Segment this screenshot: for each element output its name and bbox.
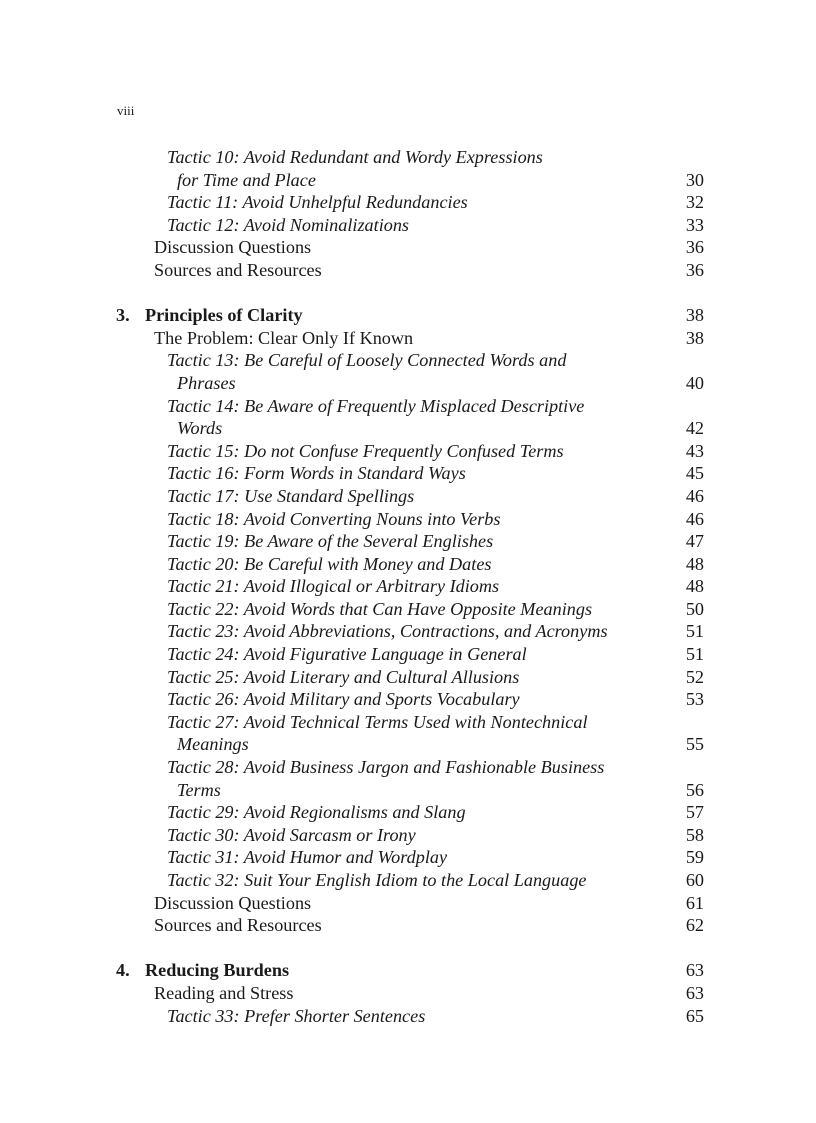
toc-tactic-entry [0, 598, 816, 621]
toc-entry-title: Tactic 13: Be Careful of Loosely Connected Words and [167, 350, 567, 371]
toc-entry-title: Words [177, 418, 223, 439]
toc-page-number: 65 [685, 1005, 704, 1026]
toc-tactic-entry [0, 575, 816, 598]
toc-entry-title: Tactic 16: Form Words in Standard Ways [167, 463, 466, 484]
toc-entry-title: Sources and Resources [154, 915, 322, 936]
toc-page-number: 42 [685, 418, 704, 439]
table-of-contents [0, 146, 816, 1027]
toc-page-number: 58 [685, 824, 704, 845]
toc-section-entry [0, 914, 816, 937]
toc-entry-title: Tactic 27: Avoid Technical Terms Used with Nontechnical [167, 711, 588, 732]
toc-entry-continuation [0, 733, 816, 756]
toc-entry-title: Meanings [177, 734, 249, 755]
toc-tactic-entry [0, 1005, 816, 1028]
toc-tactic-entry [0, 214, 816, 237]
toc-page-number: 30 [685, 169, 704, 190]
toc-entry-title: Reading and Stress [154, 982, 294, 1003]
toc-entry-title [116, 959, 289, 982]
toc-tactic-entry [0, 711, 816, 734]
toc-page-number: 61 [685, 892, 704, 913]
toc-page-number: 53 [685, 689, 704, 710]
toc-entry-title: Tactic 33: Prefer Shorter Sentences [167, 1005, 426, 1026]
toc-page-number: 32 [685, 192, 704, 213]
toc-entry-title: Tactic 29: Avoid Regionalisms and Slang [167, 802, 466, 823]
toc-tactic-entry [0, 191, 816, 214]
toc-entry-title: The Problem: Clear Only If Known [154, 327, 414, 348]
toc-page-number: 45 [685, 463, 704, 484]
toc-entry-title: Tactic 32: Suit Your English Idiom to the Local Language [167, 870, 587, 890]
chapter-number: 3. [116, 305, 130, 326]
toc-page-number: 43 [685, 440, 704, 461]
toc-entry-continuation [0, 417, 816, 440]
toc-entry-title: Tactic 26: Avoid Military and Sports Vocabulary [167, 689, 520, 710]
toc-tactic-entry [0, 462, 816, 485]
toc-entry-continuation [0, 779, 816, 802]
toc-page-number: 62 [685, 915, 704, 936]
toc-page-number: 50 [685, 598, 704, 619]
chapter-title: Reducing Burdens [145, 960, 290, 981]
toc-tactic-entry [0, 824, 816, 847]
toc-page-number: 51 [685, 621, 704, 642]
toc-tactic-entry [0, 440, 816, 463]
toc-page-number: 40 [685, 372, 704, 393]
toc-entry-title: Tactic 10: Avoid Redundant and Wordy Expressions [167, 147, 543, 167]
toc-entry-title [116, 304, 303, 327]
toc-tactic-entry [0, 508, 816, 531]
toc-tactic-entry [0, 553, 816, 576]
toc-tactic-entry [0, 688, 816, 711]
toc-entry-title: Tactic 19: Be Aware of the Several Englishes [167, 531, 494, 552]
toc-entry-title: Tactic 17: Use Standard Spellings [167, 485, 415, 506]
toc-section-entry [0, 236, 816, 259]
toc-page-number: 51 [685, 644, 704, 665]
page-folio: viii [117, 103, 135, 118]
toc-chapter-entry [0, 959, 816, 982]
toc-spacer [0, 937, 816, 960]
toc-entry-title: Terms [177, 779, 221, 800]
toc-spacer [0, 282, 816, 305]
toc-entry-title: Tactic 23: Avoid Abbreviations, Contractions, and Acronyms [167, 621, 608, 642]
toc-section-entry [0, 892, 816, 915]
toc-tactic-entry [0, 349, 816, 372]
toc-entry-title: Discussion Questions [154, 892, 312, 913]
toc-tactic-entry [0, 485, 816, 508]
toc-entry-title: Tactic 14: Be Aware of Frequently Misplaced Descriptive [167, 395, 585, 416]
toc-chapter-entry [0, 304, 816, 327]
toc-entry-title: Phrases [177, 372, 236, 393]
toc-page-number: 48 [685, 576, 704, 597]
toc-entry-title: Tactic 18: Avoid Converting Nouns into Verbs [167, 508, 501, 529]
toc-entry-title: for Time and Place [177, 169, 316, 190]
toc-entry-continuation [0, 169, 816, 192]
toc-entry-title: Tactic 15: Do not Confuse Frequently Confused Terms [167, 440, 564, 461]
toc-page-number: 55 [685, 734, 704, 755]
toc-entry-title: Tactic 22: Avoid Words that Can Have Opposite Meanings [167, 598, 593, 619]
toc-tactic-entry [0, 620, 816, 643]
toc-entry-title: Tactic 20: Be Careful with Money and Dates [167, 553, 492, 574]
toc-entry-title: Tactic 30: Avoid Sarcasm or Irony [167, 824, 416, 845]
chapter-number: 4. [116, 960, 130, 981]
toc-tactic-entry [0, 395, 816, 418]
toc-page-number: 46 [685, 485, 704, 506]
toc-entry-title: Tactic 31: Avoid Humor and Wordplay [167, 847, 448, 868]
toc-page-number: 47 [685, 531, 704, 552]
toc-page-number: 63 [685, 960, 704, 981]
toc-entry-title: Tactic 28: Avoid Business Jargon and Fashionable Business [167, 757, 605, 778]
toc-page-number: 46 [685, 508, 704, 529]
toc-section-entry [0, 327, 816, 350]
toc-tactic-entry [0, 643, 816, 666]
toc-tactic-entry [0, 666, 816, 689]
toc-tactic-entry [0, 756, 816, 779]
toc-tactic-entry [0, 146, 816, 169]
toc-tactic-entry [0, 846, 816, 869]
toc-page-number: 56 [685, 779, 704, 800]
toc-tactic-entry [0, 869, 816, 892]
toc-page-number: 38 [685, 305, 704, 326]
toc-page-number: 63 [685, 982, 704, 1003]
toc-page-number: 60 [685, 870, 704, 890]
toc-entry-title: Tactic 21: Avoid Illogical or Arbitrary Idioms [167, 576, 500, 597]
toc-section-entry [0, 982, 816, 1005]
toc-tactic-entry [0, 801, 816, 824]
toc-page-number: 57 [685, 802, 704, 823]
toc-tactic-entry [0, 530, 816, 553]
toc-entry-title: Discussion Questions [154, 237, 312, 258]
toc-entry-title: Sources and Resources [154, 259, 322, 280]
toc-entry-title: Tactic 12: Avoid Nominalizations [167, 214, 410, 235]
toc-section-entry [0, 259, 816, 282]
chapter-title: Principles of Clarity [145, 305, 303, 326]
toc-page-number: 36 [685, 259, 704, 280]
toc-page-number: 59 [685, 847, 704, 868]
toc-page-number: 38 [685, 327, 704, 348]
toc-page-number: 52 [685, 666, 704, 687]
toc-entry-continuation [0, 372, 816, 395]
toc-entry-title: Tactic 11: Avoid Unhelpful Redundancies [167, 192, 468, 213]
toc-page-number: 36 [685, 237, 704, 258]
toc-page-number: 48 [685, 553, 704, 574]
toc-page-number: 33 [685, 214, 704, 235]
toc-entry-title: Tactic 24: Avoid Figurative Language in General [167, 644, 527, 665]
toc-entry-title: Tactic 25: Avoid Literary and Cultural Allusions [167, 666, 520, 687]
